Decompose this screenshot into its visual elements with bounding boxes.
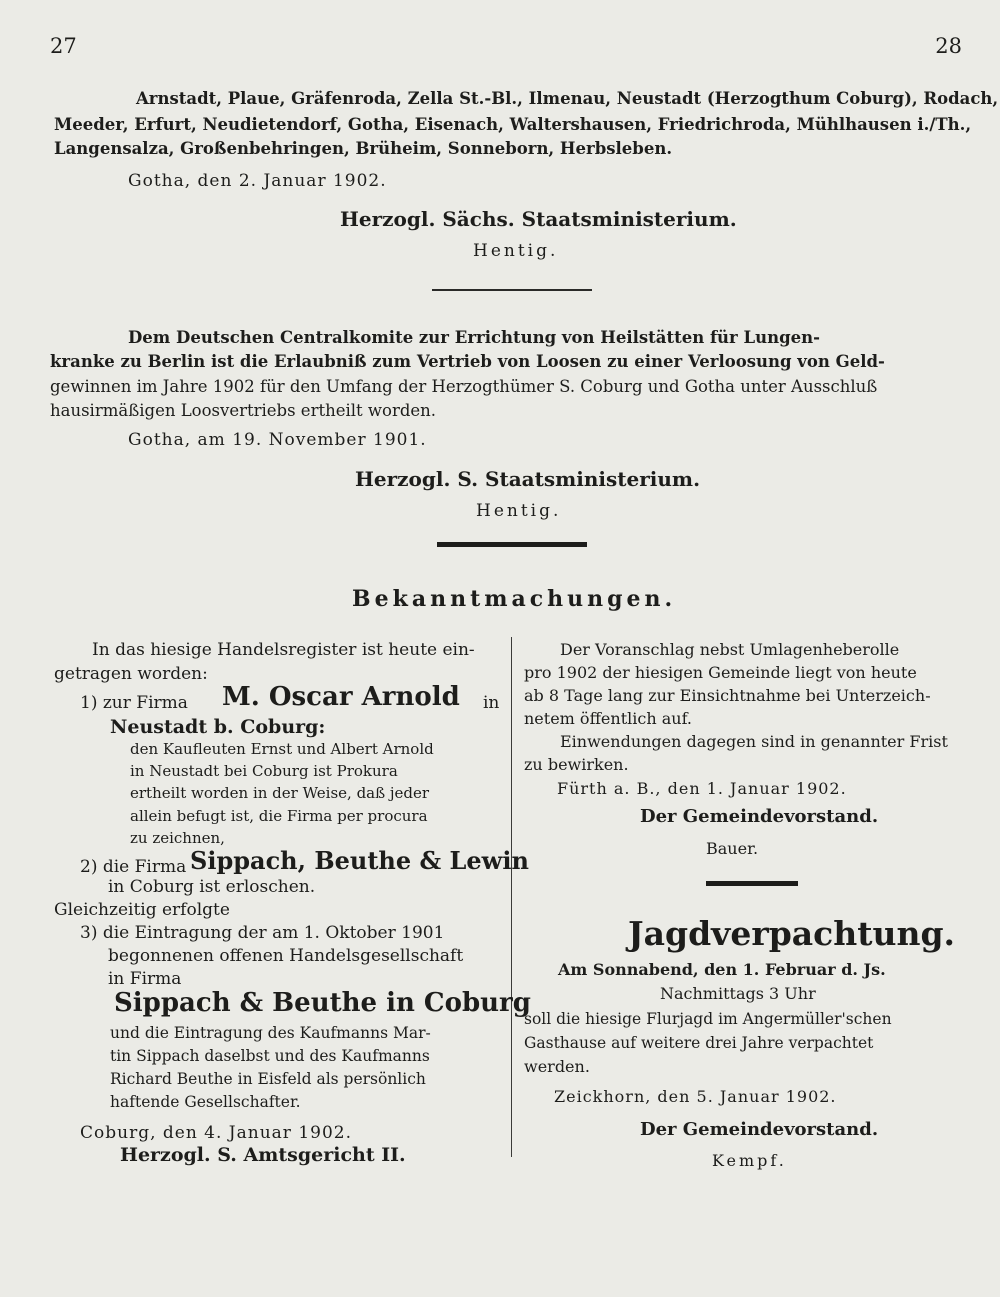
right-line: Am Sonnabend, den 1. Februar d. Js. (558, 960, 886, 979)
right-title: Jagdverpachtung. (628, 914, 956, 953)
page-number-left: 27 (50, 34, 77, 58)
left-line: In das hiesige Handelsregister ist heute ein- (92, 640, 475, 660)
left-line: ertheilt worden in der Weise, daß jeder (130, 784, 430, 802)
right-divider-rule (706, 881, 798, 886)
right-signature-2: Kempf. (712, 1151, 787, 1170)
section2-line2: kranke zu Berlin ist die Erlaubniß zum Vertrieb von Loosen zu einer Verloosung von Geld- (50, 352, 885, 371)
left-line: zu zeichnen, (130, 829, 225, 847)
left-line: und die Eintragung des Kaufmanns Mar- (110, 1024, 431, 1042)
firm-name-arnold: M. Oscar Arnold (222, 682, 460, 712)
left-line: in Neustadt bei Coburg ist Prokura (130, 762, 398, 780)
divider-rule (432, 289, 592, 291)
right-line: netem öffentlich auf. (524, 709, 692, 728)
left-line: tin Sippach daselbst und des Kaufmanns (110, 1047, 430, 1065)
left-line: 1) zur Firma (80, 693, 188, 713)
section2-authority: Herzogl. S. Staatsministerium. (355, 467, 701, 491)
right-line: Einwendungen dagegen sind in genannter Frist (560, 732, 948, 751)
left-line: den Kaufleuten Ernst und Albert Arnold (130, 740, 434, 758)
section1-signature: Hentig. (473, 241, 559, 261)
left-line: in Firma (108, 969, 182, 989)
left-line: haftende Gesellschafter. (110, 1093, 301, 1111)
left-line: in (483, 693, 500, 713)
section1-authority: Herzogl. Sächs. Staatsministerium. (340, 207, 737, 231)
section-heading: Bekanntmachungen. (352, 586, 677, 612)
section2-line3: gewinnen im Jahre 1902 für den Umfang der Herzogthümer S. Coburg und Gotha unter Ausschluß (50, 377, 878, 396)
divider-rule-thick (437, 542, 587, 547)
left-line: 2) die Firma (80, 857, 187, 877)
left-line: begonnenen offenen Handelsgesellschaft (108, 946, 464, 966)
section1-line3: Langensalza, Großenbehringen, Brüheim, Sonneborn, Herbsleben. (54, 139, 673, 158)
right-authority: Der Gemeindevorstand. (640, 806, 879, 827)
left-authority: Herzogl. S. Amtsgericht II. (120, 1144, 406, 1166)
right-line: ab 8 Tage lang zur Einsichtnahme bei Unterzeich- (524, 686, 931, 705)
section2-line4: hausirmäßigen Loosvertriebs ertheilt worden. (50, 401, 437, 420)
right-date: Fürth a. B., den 1. Januar 1902. (557, 779, 847, 798)
right-line: pro 1902 der hiesigen Gemeinde liegt von heute (524, 663, 917, 682)
right-line: Der Voranschlag nebst Umlagenheberolle (560, 640, 900, 659)
right-line: Gasthause auf weitere drei Jahre verpachtet (524, 1034, 874, 1052)
left-date: Coburg, den 4. Januar 1902. (80, 1123, 352, 1143)
right-date-2: Zeickhorn, den 5. Januar 1902. (554, 1087, 837, 1106)
right-line: zu bewirken. (524, 755, 629, 774)
section1-line2: Meeder, Erfurt, Neudietendorf, Gotha, Eisenach, Waltershausen, Friedrichroda, Mühlhausen i./Th., (54, 115, 972, 134)
left-line: Neustadt b. Coburg: (110, 716, 326, 738)
left-line: 3) die Eintragung der am 1. Oktober 1901 (80, 923, 445, 943)
right-signature: Bauer. (706, 839, 759, 858)
section2-signature: Hentig. (476, 501, 562, 521)
section2-line1: Dem Deutschen Centralkomite zur Errichtung von Heilstätten für Lungen- (128, 328, 820, 347)
right-authority-2: Der Gemeindevorstand. (640, 1119, 879, 1140)
column-divider (511, 637, 512, 1157)
right-line: Nachmittags 3 Uhr (660, 984, 816, 1003)
left-line: Gleichzeitig erfolgte (54, 900, 230, 920)
left-line: in Coburg ist erloschen. (108, 877, 316, 897)
section1-line1: Arnstadt, Plaue, Gräfenroda, Zella St.-Bl., Ilmenau, Neustadt (Herzogthum Coburg), Rodach, (136, 89, 999, 108)
firm-name-sippach-beuthe: Sippach & Beuthe in Coburg (114, 988, 531, 1018)
left-line: getragen worden: (54, 664, 208, 684)
left-line: allein befugt ist, die Firma per procura (130, 807, 428, 825)
section2-date: Gotha, am 19. November 1901. (128, 430, 427, 450)
firm-name-sippach-lewin: Sippach, Beuthe & Lewin (190, 846, 529, 875)
section1-date: Gotha, den 2. Januar 1902. (128, 171, 387, 191)
page-number-right: 28 (935, 34, 962, 58)
right-line: werden. (524, 1057, 590, 1076)
left-line: Richard Beuthe in Eisfeld als persönlich (110, 1070, 426, 1088)
right-line: soll die hiesige Flurjagd im Angermüller'schen (524, 1010, 892, 1028)
